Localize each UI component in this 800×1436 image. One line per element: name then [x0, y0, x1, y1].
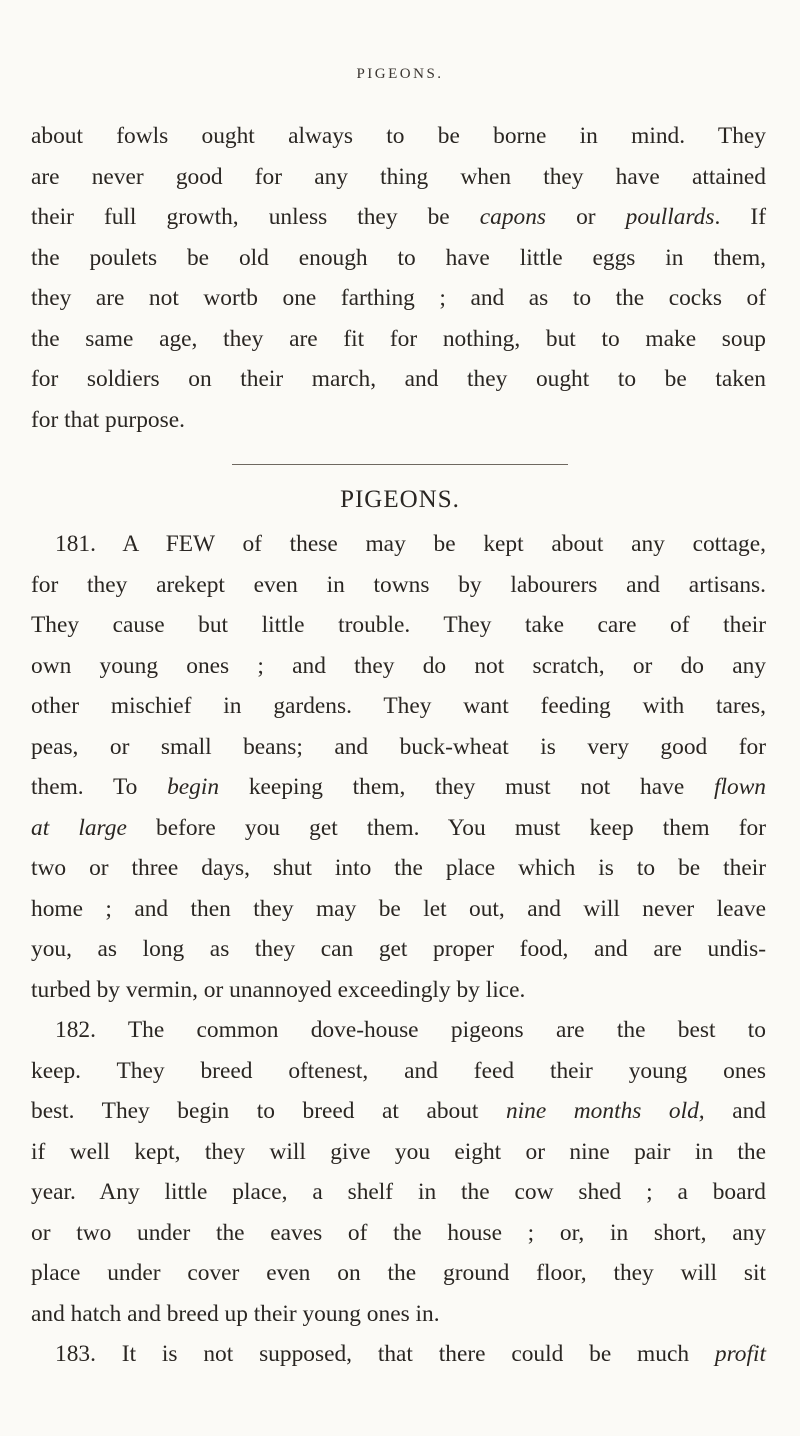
- text-run: for they arekept even in towns by labourers and artisans.: [31, 571, 766, 598]
- intro-paragraph: [31, 116, 766, 440]
- text-line: [31, 116, 766, 157]
- text-line: [31, 646, 766, 687]
- text-line: [31, 889, 766, 930]
- text-line: [31, 686, 766, 727]
- text-run: other mischief in gardens. They want feeding with tares,: [31, 693, 766, 719]
- text-line: [31, 1213, 766, 1254]
- text-run: and: [704, 1098, 766, 1124]
- text-run: or two under the eaves of the house ; or, in short, any: [31, 1219, 766, 1246]
- text-run: keep. They breed oftenest, and feed their young ones: [31, 1057, 766, 1084]
- italic-text: nine months old,: [505, 1098, 705, 1124]
- italic-text: at large: [31, 814, 127, 841]
- text-line: [31, 359, 766, 400]
- text-line: [31, 929, 766, 970]
- text-run: . If: [714, 204, 766, 230]
- text-run: They cause but little trouble. They take care of their: [31, 612, 766, 638]
- pigeons-section-body: [31, 524, 766, 1375]
- text-run: for that purpose.: [31, 406, 185, 433]
- text-run: peas, or small beans; and buck-wheat is very good for: [31, 733, 766, 760]
- text-line: [31, 319, 766, 360]
- text-run: and hatch and breed up their young ones in.: [31, 1300, 440, 1327]
- text-run: own young ones ; and they do not scratch, or do any: [31, 652, 766, 679]
- text-run: two or three days, shut into the place which is to be their: [31, 855, 766, 881]
- text-line: [31, 1132, 766, 1173]
- text-line: [31, 565, 766, 606]
- text-line: [31, 1253, 766, 1294]
- italic-text: poullards: [625, 204, 715, 230]
- italic-text: capons: [479, 204, 547, 230]
- text-line: [31, 767, 766, 808]
- text-line: [31, 1172, 766, 1213]
- text-line: [31, 1334, 766, 1375]
- text-run: their full growth, unless they be: [31, 204, 480, 230]
- text-line: [31, 605, 766, 646]
- text-line: [31, 238, 766, 279]
- italic-text: flown: [714, 774, 766, 800]
- text-run: for soldiers on their march, and they ought to be taken: [31, 366, 766, 392]
- text-run: are never good for any thing when they have attained: [31, 163, 766, 190]
- text-run: you, as long as they can get proper food, and are undis-: [31, 936, 766, 962]
- text-run: turbed by vermin, or unannoyed exceedingly by lice.: [31, 976, 526, 1003]
- text-line: [31, 970, 766, 1011]
- text-run: the poulets be old enough to have little eggs in them,: [31, 244, 766, 271]
- text-line: [31, 524, 766, 565]
- text-line: [31, 157, 766, 198]
- text-run: if well kept, they will give you eight or nine pair in the: [31, 1138, 766, 1165]
- text-run: place under cover even on the ground floor, they will sit: [31, 1260, 766, 1286]
- text-run: home ; and then they may be let out, and will never leave: [31, 895, 766, 922]
- text-run: 182. The common dove-house pigeons are the best to: [55, 1017, 766, 1043]
- text-run: about fowls ought always to be borne in mind. They: [31, 123, 766, 149]
- section-heading: PIGEONS.: [340, 486, 460, 513]
- text-run: before you get them. You must keep them for: [126, 814, 766, 841]
- text-run: they are not wortb one farthing ; and as to the cocks of: [31, 285, 766, 311]
- text-line: [31, 1010, 766, 1051]
- text-line: [31, 400, 766, 441]
- text-line: [31, 278, 766, 319]
- text-run: the same age, they are fit for nothing, but to make soup: [31, 325, 766, 352]
- text-line: [31, 1051, 766, 1092]
- running-head: PIGEONS.: [356, 66, 444, 82]
- text-run: keeping them, they must not have: [219, 774, 714, 800]
- text-run: 183. It is not supposed, that there could be much: [55, 1341, 715, 1367]
- text-run: 181. A FEW of these may be kept about any cottage,: [55, 531, 766, 557]
- text-run: or: [546, 204, 626, 230]
- text-run: year. Any little place, a shelf in the cow shed ; a board: [31, 1179, 766, 1205]
- text-line: [31, 1091, 766, 1132]
- section-divider: [232, 464, 568, 465]
- text-run: best. They begin to breed at about: [31, 1098, 506, 1124]
- italic-text: profit: [714, 1341, 766, 1367]
- italic-text: begin: [167, 774, 220, 800]
- text-line: [31, 197, 766, 238]
- text-line: [31, 848, 766, 889]
- text-line: [31, 808, 766, 849]
- text-line: [31, 1294, 766, 1335]
- text-line: [31, 727, 766, 768]
- text-run: them. To: [31, 774, 168, 800]
